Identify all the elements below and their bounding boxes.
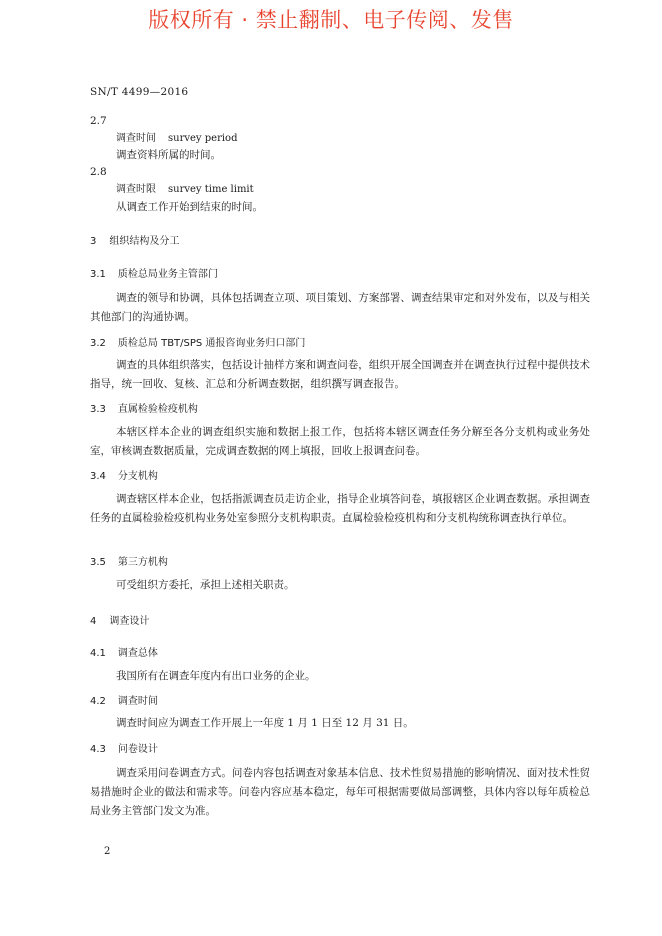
subsection-heading — [90, 644, 158, 663]
section-heading — [90, 612, 149, 631]
page-number: 2 — [104, 846, 111, 857]
subsection-number: 4.1 — [90, 648, 106, 659]
paragraph: 我国所有在调查年度内有出口业务的企业。 — [116, 670, 316, 682]
subsection-number: 3.1 — [90, 269, 106, 280]
paragraph: 调查辖区样本企业，包括指派调查员走访企业，指导企业填答问卷，填报辖区企业调查数据。承担调查任务的直属检验检疫机构业务处室参照分支机构职责。直属检验检疫机构和分支机构统称调查执行单位。 — [90, 493, 590, 524]
paragraph: 可受组织方委托，承担上述相关职责。 — [116, 579, 295, 591]
subsection-heading — [90, 467, 158, 486]
subsection-number: 4.2 — [90, 696, 106, 707]
subsection-title: 问卷设计 — [117, 744, 158, 755]
standard-code: SN/T 4499—2016 — [90, 86, 189, 98]
section-title: 组织结构及分工 — [109, 236, 180, 247]
subsection-heading — [90, 692, 158, 711]
subsection-number: 3.5 — [90, 557, 106, 568]
subsection-title: 质检总局业务主管部门 — [117, 269, 218, 280]
subsection-title: 分支机构 — [117, 471, 158, 482]
subsection-title: 调查时间 — [117, 696, 158, 707]
subsection-number: 3.4 — [90, 471, 106, 482]
term-heading — [116, 180, 254, 199]
subsection-title: 调查总体 — [117, 648, 158, 659]
subsection-number: 4.3 — [90, 744, 106, 755]
paragraph: 调查时间应为调查工作开展上一年度 1 月 1 日至 12 月 31 日。 — [116, 717, 414, 729]
subsection-heading — [90, 400, 198, 419]
paragraph: 调查的领导和协调，具体包括调查立项、项目策划、方案部署、调查结果审定和对外发布，以及与相关其他部门的沟通协调。 — [90, 292, 590, 323]
section-number: 4 — [90, 616, 97, 627]
subsection-number: 3.3 — [90, 404, 106, 415]
subsection-title: 质检总局 TBT/SPS 通报咨询业务归口部门 — [117, 338, 306, 349]
term-definition: 调查资料所属的时间。 — [116, 149, 221, 161]
term-number: 2.7 — [90, 115, 107, 127]
subsection-heading — [90, 334, 305, 353]
subsection-heading — [90, 265, 218, 284]
term-en: survey period — [168, 133, 238, 144]
paragraph: 调查的具体组织落实，包括设计抽样方案和调查问卷，组织开展全国调查并在调查执行过程中提供技术指导，统一回收、复核、汇总和分析调查数据，组织撰写调查报告。 — [90, 359, 590, 390]
term-number: 2.8 — [90, 166, 107, 178]
term-definition: 从调查工作开始到结束的时间。 — [116, 201, 263, 213]
subsection-title: 直属检验检疫机构 — [117, 404, 198, 415]
subsection-number: 3.2 — [90, 338, 106, 349]
subsection-heading — [90, 553, 168, 572]
term-en: survey time limit — [168, 184, 254, 195]
term-zh: 调查时限 — [116, 184, 156, 195]
section-number: 3 — [90, 236, 97, 247]
term-zh: 调查时间 — [116, 133, 156, 144]
subsection-heading — [90, 740, 158, 759]
section-title: 调查设计 — [109, 616, 150, 627]
copyright-watermark: 版权所有 · 禁止翻制、电子传阅、发售 — [148, 8, 514, 32]
paragraph: 调查采用问卷调查方式。问卷内容包括调查对象基本信息、技术性贸易措施的影响情况、面对技术性贸易措施时企业的做法和需求等。问卷内容应基本稳定，每年可根据需要做局部调整，具体内容以每年质检总局业务主管部门发文为准。 — [90, 767, 590, 817]
paragraph: 本辖区样本企业的调查组织实施和数据上报工作，包括将本辖区调查任务分解至各分支机构或业务处室，审核调查数据质量，完成调查数据的网上填报，回收上报调查问卷。 — [90, 426, 590, 457]
section-heading — [90, 232, 179, 251]
subsection-title: 第三方机构 — [117, 557, 168, 568]
